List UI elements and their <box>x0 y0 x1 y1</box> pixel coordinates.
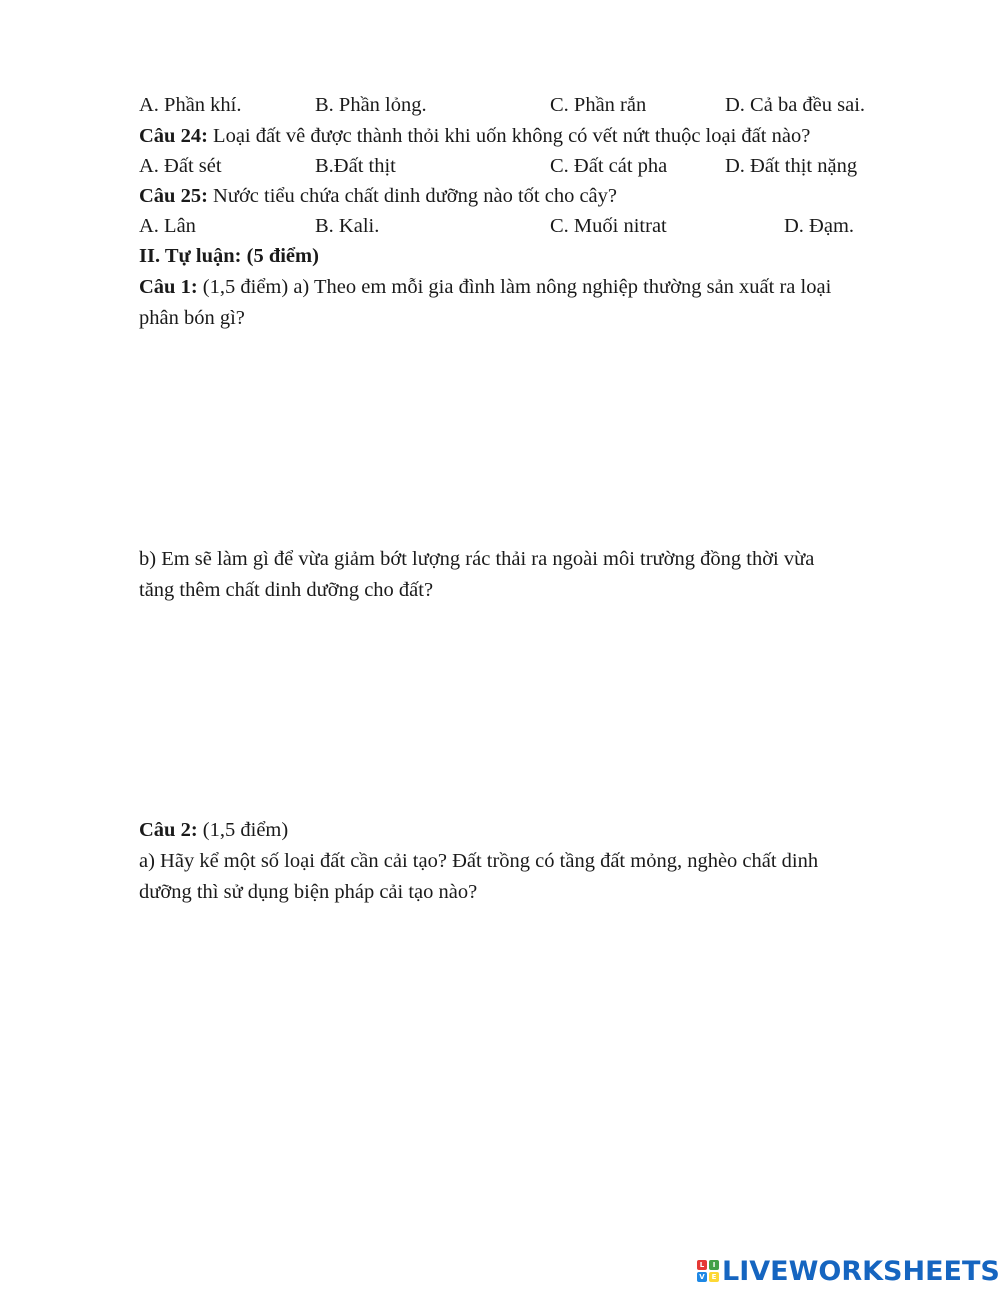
q25-option-a: A. Lân <box>139 215 196 237</box>
logo-tile-e: E <box>709 1272 719 1282</box>
q24-label: Câu 24: <box>139 125 208 147</box>
essay2-heading <box>139 818 288 842</box>
q24-option-b: B.Đất thịt <box>315 155 396 177</box>
q25-label: Câu 25: <box>139 185 208 207</box>
q24-option-c: C. Đất cát pha <box>550 155 668 177</box>
q23-option-c: C. Phần rắn <box>550 94 647 116</box>
essay1-b-line1: b) Em sẽ làm gì để vừa giảm bớt lượng rác thải ra ngoài môi trường đồng thời vừa <box>139 548 815 570</box>
essay2-a-line1: a) Hãy kể một số loại đất cần cải tạo? Đất trồng có tầng đất mỏng, nghèo chất dinh <box>139 850 819 872</box>
q25-option-b: B. Kali. <box>315 215 380 237</box>
q25-option-c: C. Muối nitrat <box>550 215 667 237</box>
essay1-b-line2: tăng thêm chất dinh dưỡng cho đất? <box>139 579 434 601</box>
q24-option-a: A. Đất sét <box>139 155 222 177</box>
logo-tiles-icon <box>697 1260 719 1282</box>
logo-text: LIVEWORKSHEETS <box>722 1255 1000 1287</box>
q23-option-a: A. Phần khí. <box>139 94 242 116</box>
essay2-label: Câu 2: <box>139 819 198 841</box>
essay1-line2: phân bón gì? <box>139 307 245 329</box>
essay1-line1 <box>139 275 831 299</box>
section-2-title: II. Tự luận: (5 điểm) <box>139 245 319 267</box>
q24-text: Loại đất vê được thành thỏi khi uốn không có vết nứt thuộc loại đất nào? <box>207 125 811 147</box>
q23-option-d: D. Cả ba đều sai. <box>725 94 866 116</box>
liveworksheets-logo <box>697 1256 1000 1286</box>
q25-question <box>139 184 617 208</box>
essay2-a-line2: dưỡng thì sử dụng biện pháp cải tạo nào? <box>139 881 478 903</box>
q25-text: Nước tiểu chứa chất dinh dưỡng nào tốt cho cây? <box>207 185 618 207</box>
q23-option-b: B. Phần lỏng. <box>315 94 427 116</box>
q25-option-d: D. Đạm. <box>784 215 855 237</box>
logo-tile-l: L <box>697 1260 707 1270</box>
section-2-heading <box>139 244 319 268</box>
logo-tile-i: I <box>709 1260 719 1270</box>
essay2-points: (1,5 điểm) <box>197 819 289 841</box>
essay1-label: Câu 1: <box>139 276 198 298</box>
q24-question <box>139 124 810 148</box>
q24-option-d: D. Đất thịt nặng <box>725 155 858 177</box>
essay1-text: (1,5 điểm) a) Theo em mỗi gia đình làm nông nghiệp thường sản xuất ra loại <box>197 276 832 298</box>
logo-tile-v: V <box>697 1272 707 1282</box>
